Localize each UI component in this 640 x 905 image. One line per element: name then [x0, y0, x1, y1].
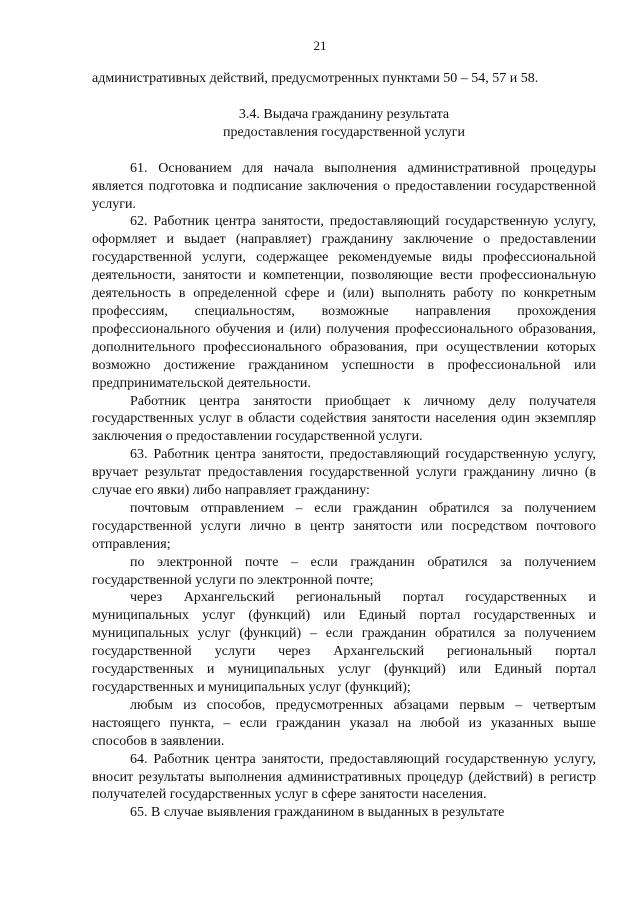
intro-line: административных действий, предусмотренных пунктами 50 – 54, 57 и 58.: [92, 71, 539, 86]
paragraph-62-archive: Работник центра занятости приобщает к личному делу получателя государственных услуг в области содействия занятости населения один экземпляр заключения о предоставлении государственной услуги.: [92, 393, 596, 445]
paragraph-62: 62. Работник центра занятости, предоставляющий государственную услугу, оформляет и выдает (направляет) гражданину заключение о предоставлении государственной услуги, содержащее рекомендуемые виды профессиональной деятельности, занятости и компетенции, позволяющие вести профессиональную деятельность в определенной сфере и (или) выполнять работу по конкретным профессиям, специальностям, возможные направления прохождения профессионального обучения и (или) получения профессионального образования, дополнительного профессионального образования, при осуществлении которых возможно достижение гражданином успешности в профессиональной или предпринимательской деятельности.: [92, 214, 596, 391]
section-title-line-2: предоставления государственной услуги: [223, 124, 465, 140]
paragraph-63-any: любым из способов, предусмотренных абзацами первым – четвертым настоящего пункта, – если гражданин указал на любой из указанных выше способов в заявлении.: [92, 697, 596, 749]
paragraph-63: 63. Работник центра занятости, предоставляющий государственную услугу, вручает результат предоставления государственной услуги гражданину лично (в случае его явки) либо направляет гражданину:: [92, 447, 596, 499]
paragraph-61: 61. Основанием для начала выполнения административной процедуры является подготовка и подписание заключения о предоставлении государственной услуги.: [92, 160, 596, 212]
section-title-line-1: 3.4. Выдача гражданину результата: [238, 106, 450, 122]
document-body: [92, 70, 596, 822]
paragraph-64: 64. Работник центра занятости, предоставляющий государственную услугу, вносит результаты выполнения административных процедур (действий) в регистр получателей государственных услуг в сфере занятости населения.: [92, 751, 596, 803]
paragraph-63-email: по электронной почте – если гражданин обратился за получением государственной услуги по электронной почте;: [92, 554, 596, 588]
paragraph-63-postal: почтовым отправлением – если гражданин обратился за получением государственной услуги лично в центр занятости или посредством почтового отправления;: [92, 500, 596, 552]
page-number: 21: [313, 38, 327, 53]
section-title: [92, 106, 596, 142]
paragraph-65: 65. В случае выявления гражданином в выданных в результате: [130, 805, 505, 821]
paragraph-63-portal: через Архангельский региональный портал государственных и муниципальных услуг (функций) или Единый портал государственных и муниципальных услуг (функций) – если гражданин обратился за получением государственной услуги через Архангельский региональный портал государственных и муниципальных услуг (функций) или Единый портал государственных и муниципальных услуг (функций);: [92, 590, 596, 695]
